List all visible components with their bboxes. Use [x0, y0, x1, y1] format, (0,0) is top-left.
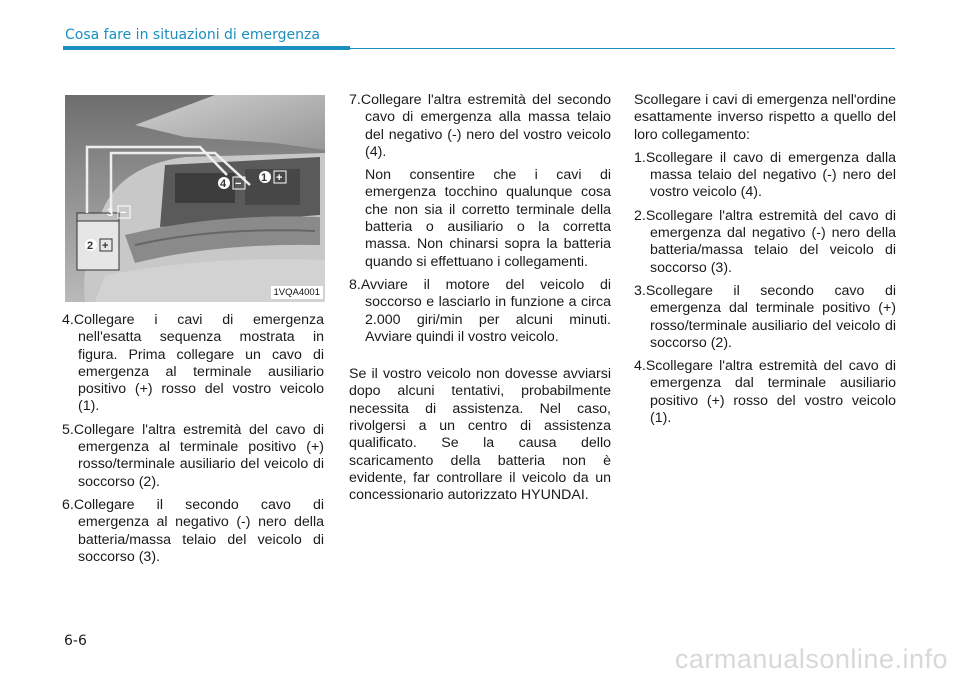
callout-1-sign: +	[276, 172, 283, 184]
watermark: carmanualsonline.info	[674, 644, 948, 674]
column-1	[62, 312, 324, 572]
step-5: 5.Collegare l'altra estremità del cavo di emergenza al terminale positivo (+) rosso/terminale ausiliario del veicolo di soccorso (2).	[62, 421, 324, 490]
callout-2-sign: +	[102, 240, 109, 252]
step-6: 6.Collegare il secondo cavo di emergenza al negativo (-) nero della batteria/massa telaio del veicolo di soccorso (3).	[62, 496, 324, 565]
step-7: 7.Collegare l'altra estremità del secondo cavo di emergenza alla massa telaio del negativo (-) nero del vostro veicolo (4).	[349, 92, 611, 160]
title-rule-thin	[350, 48, 895, 49]
engine-bay-illustration	[65, 95, 325, 302]
callout-1: 1	[261, 172, 268, 184]
callout-3: 3	[107, 207, 114, 219]
figure-code: 1VQA4001	[271, 286, 323, 299]
column-2	[349, 92, 611, 511]
title-rule-thick	[63, 46, 350, 50]
assistance-paragraph: Se il vostro veicolo non dovesse avviarsi dopo alcuni tentativi, probabilmente necessita di assistenza. Nel caso, rivolgersi a un centro di assistenza qualificato. Se la causa dello scaricamento della batteria non è evidente, far controllare il veicolo da un concessionario autorizzato HYUNDAI.	[349, 366, 611, 504]
disconnect-step-2: 2.Scollegare l'altra estremità del cavo di emergenza dal negativo (-) nero della batteria/massa telaio del veicolo di soccorso (3).	[634, 207, 896, 276]
callout-2: 2	[87, 240, 94, 252]
step-8: 8.Avviare il motore del veicolo di soccorso e lasciarlo in funzione a circa 2.000 giri/min per alcuni minuti. Avviare quindi il vostro veicolo.	[349, 276, 611, 345]
jump-start-figure	[65, 95, 325, 302]
spacer	[349, 352, 611, 366]
column-3	[634, 92, 896, 433]
section-title: Cosa fare in situazioni di emergenza	[65, 27, 320, 43]
disconnect-step-1: 1.Scollegare il cavo di emergenza dalla massa telaio del negativo (-) nero del vostro veicolo (4).	[634, 149, 896, 201]
callout-4: 4	[220, 178, 227, 190]
step-7-note: Non consentire che i cavi di emergenza tocchino qualunque cosa che non sia il corretto terminale della batteria o ausiliario o la corretta massa. Non chinarsi sopra la batteria quando si effettuano i collegamenti.	[365, 167, 611, 270]
step-4: 4.Collegare i cavi di emergenza nell'esatta sequenza mostrata in figura. Prima collegare un cavo di emergenza al terminale ausiliario positivo (+) rosso del vostro veicolo (1).	[62, 312, 324, 415]
callout-4-sign: −	[235, 178, 242, 190]
callout-3-sign: −	[120, 207, 127, 219]
disconnect-step-4: 4.Scollegare l'altra estremità del cavo di emergenza dal terminale ausiliario positivo (+) rosso del vostro veicolo (1).	[634, 358, 896, 427]
page-number: 6-6	[64, 633, 87, 649]
disconnect-step-3: 3.Scollegare il secondo cavo di emergenza dal terminale positivo (+) rosso/terminale ausiliario del veicolo di soccorso (2).	[634, 282, 896, 351]
disconnect-intro: Scollegare i cavi di emergenza nell'ordine esattamente inverso rispetto a quello del loro collegamento:	[634, 92, 896, 143]
